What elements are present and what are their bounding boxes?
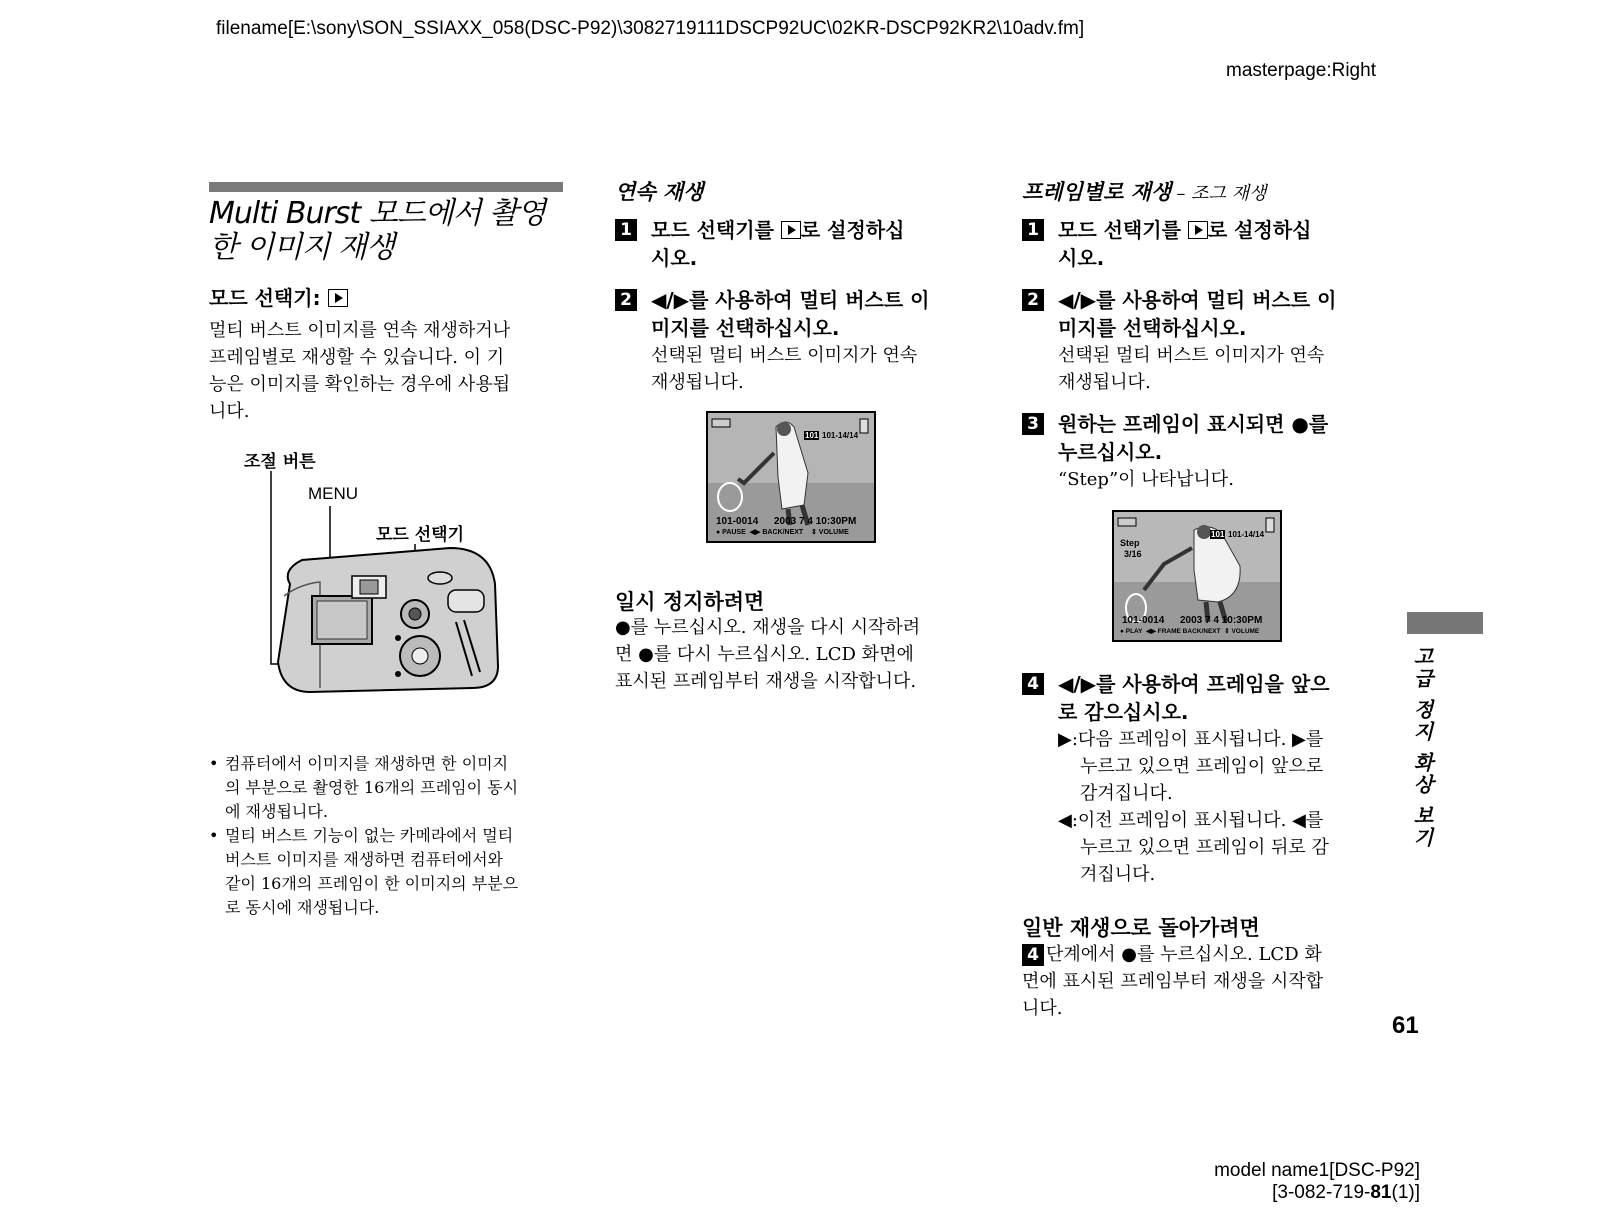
step-text: 시오. (1058, 246, 1105, 270)
note-line: 의 부분으로 촬영한 16개의 프레임이 동시 (225, 778, 519, 797)
page-title (209, 197, 569, 265)
step-number: 4 (1022, 944, 1044, 966)
frame-playback-heading (1022, 176, 1266, 206)
step-text: 로 설정하십 (800, 218, 905, 242)
lcd-continuous-playback (706, 411, 876, 543)
step-text: 미지를 선택하십시오. (651, 316, 840, 340)
step-text: ◀/▶를 사용하여 프레임을 앞으 (1058, 672, 1330, 696)
step4-desc (1058, 726, 1392, 888)
step-number: 4 (1022, 673, 1044, 695)
step-number: 2 (1022, 289, 1044, 311)
playback-mode-icon (1188, 221, 1208, 239)
step-desc: 선택된 멀티 버스트 이미지가 연속 (651, 345, 918, 366)
mode-selector-text: 모드 선택기: (209, 286, 321, 310)
step-text: 모드 선택기를 (651, 218, 774, 242)
step-desc-line: ◀:이전 프레임이 표시됩니다. ◀를 (1058, 810, 1324, 831)
callout-menu: MENU (308, 484, 359, 503)
intro-line: 프레임별로 재생할 수 있습니다. 이 기 (209, 347, 505, 368)
step-text: 모드 선택기를 (1058, 218, 1181, 242)
footer-code-bold: 81 (1370, 1182, 1392, 1203)
note-line: 같이 16개의 프레임이 한 이미지의 부분으 (225, 874, 519, 893)
pause-heading: 일시 정지하려면 (615, 590, 765, 614)
lcd-counter: 101-14/14 (822, 431, 859, 440)
header-masterpage: masterpage:Right (1226, 60, 1376, 81)
lcd-step-label: Step (1120, 538, 1140, 548)
return-heading: 일반 재생으로 돌아가려면 (1022, 916, 1260, 940)
note-line: • 멀티 버스트 기능이 없는 카메라에서 멀티 (225, 826, 514, 845)
continuous-playback-heading: 연속 재생 (615, 180, 704, 204)
step-text: ◀/▶를 사용하여 멀티 버스트 이 (1058, 288, 1337, 312)
footer-model: model name1[DSC-P92] (1214, 1160, 1420, 1181)
step-text: 원하는 프레임이 표시되면 ●를 (1058, 412, 1329, 436)
lcd-step-count: 3/16 (1124, 549, 1142, 559)
pause-line: ●를 누르십시오. 재생을 다시 시작하려 (615, 617, 921, 638)
lcd-controls: ● PAUSE ◀▶ BACK/NEXT ⇕ VOLUME (716, 529, 849, 536)
intro-line: 멀티 버스트 이미지를 연속 재생하거나 (209, 320, 511, 341)
lcd-controls: ● PLAY ◀▶ FRAME BACK/NEXT ⇕ VOLUME (1120, 628, 1260, 635)
lcd-counter: 101-14/14 (1228, 530, 1265, 539)
pause-line: 면 ●를 다시 누르십시오. LCD 화면에 (615, 644, 914, 665)
step-text: 누르십시오. (1058, 440, 1163, 464)
step-text: 로 설정하십 (1207, 218, 1312, 242)
header-filename: filename[E:\sony\SON_SSIAXX_058(DSC-P92)\3082719111DSCP92UC\02KR-DSCP92KR2\10adv.fm] (216, 18, 1085, 39)
note-item (209, 752, 565, 824)
pause-text (615, 614, 985, 695)
step-desc-line: 겨집니다. (1080, 864, 1156, 885)
return-line: 면에 표시된 프레임부터 재생을 시작합 (1022, 971, 1324, 992)
return-text (1022, 941, 1392, 1022)
step-desc: 선택된 멀티 버스트 이미지가 연속 (1058, 345, 1325, 366)
intro-line: 능은 이미지를 확인하는 경우에 사용됩 (209, 374, 511, 395)
footer-code-pre: [3-082-719- (1272, 1182, 1371, 1203)
mode-selector-label (209, 282, 348, 311)
return-line: 단계에서 ●를 누르십시오. LCD 화 (1046, 944, 1322, 965)
step-text: 시오. (651, 246, 698, 270)
intro-text (209, 317, 569, 425)
pause-line: 표시된 프레임부터 재생을 시작합니다. (615, 671, 917, 692)
step-desc: “Step”이 나타납니다. (1058, 469, 1234, 490)
step-desc-line: 누르고 있으면 프레임이 뒤로 감 (1080, 837, 1329, 858)
lcd-date: 2003 7 4 10:30PM (1180, 615, 1263, 626)
lcd-file-number: 101-0014 (1122, 615, 1165, 626)
step-desc: 재생됩니다. (651, 372, 744, 393)
page-title-line2: 한 이미지 재생 (209, 230, 394, 265)
step-desc-line: 감겨집니다. (1080, 783, 1173, 804)
playback-mode-icon (781, 221, 801, 239)
frame-heading-sub: – 조그 재생 (1176, 183, 1267, 204)
step-desc-line: ▶:다음 프레임이 표시됩니다. ▶를 (1058, 729, 1324, 750)
page-number: 61 (1392, 1012, 1419, 1039)
frame-heading-text: 프레임별로 재생 (1022, 180, 1172, 204)
step-number: 3 (1022, 413, 1044, 435)
page-title-line1: Multi Burst 모드에서 촬영 (209, 196, 546, 231)
footer (1214, 1160, 1420, 1204)
return-line: 니다. (1022, 998, 1063, 1019)
step-number: 2 (615, 289, 637, 311)
step-number: 1 (615, 219, 637, 241)
camera-illustration (260, 466, 510, 706)
step-desc-line: 누르고 있으면 프레임이 앞으로 (1080, 756, 1324, 777)
note-line: 버스트 이미지를 재생하면 컴퓨터에서와 (225, 850, 504, 869)
note-line: • 컴퓨터에서 이미지를 재생하면 한 이미지 (225, 754, 509, 773)
lcd-folder-label: 101 (805, 431, 819, 440)
note-item (209, 824, 565, 920)
lcd-frame-playback (1112, 510, 1282, 642)
callout-control-button: 조절 버튼 (244, 452, 316, 472)
lcd-file-number: 101-0014 (716, 516, 759, 527)
step-desc: 재생됩니다. (1058, 372, 1151, 393)
intro-line: 니다. (209, 401, 250, 422)
callout-mode-selector: 모드 선택기 (376, 525, 465, 545)
step-text: 미지를 선택하십시오. (1058, 316, 1247, 340)
notes-list (209, 752, 565, 920)
step-text: ◀/▶를 사용하여 멀티 버스트 이 (651, 288, 930, 312)
section-rule (209, 182, 563, 192)
lcd-folder-label: 101 (1211, 530, 1225, 539)
note-line: 로 동시에 재생됩니다. (225, 898, 380, 917)
side-tab-bar (1407, 612, 1483, 634)
note-line: 에 재생됩니다. (225, 802, 328, 821)
side-tab-text: 고급 정지 화상 보기 (1410, 646, 1434, 849)
lcd-date: 2003 7 4 10:30PM (774, 516, 857, 527)
footer-code (1214, 1182, 1420, 1204)
playback-mode-icon (328, 289, 348, 307)
footer-code-post: (1)] (1391, 1182, 1420, 1203)
step-number: 1 (1022, 219, 1044, 241)
step-text: 로 감으십시오. (1058, 700, 1189, 724)
